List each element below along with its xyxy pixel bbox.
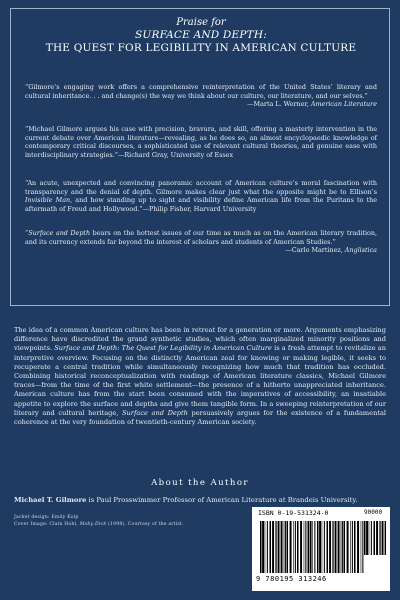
quote-martinez [25,229,377,255]
quote-werner [25,83,377,109]
praise-header [11,16,391,55]
quote-gray [25,125,377,159]
price-addon-label: 90000 [364,509,383,516]
book-description: The idea of a common American culture has been in retreat for a generation or more. Arguments emphasizing difference have discredited the grand synthetic studies, which often marginalized minority positions and viewpoints. Surface and Depth: The Quest for Legibility in American Culture is a fresh attempt to revitalize an interpretive overview. Focusing on the distinctly American zeal for knowing or making legible, it seeks to recuperate a central tradition while simultaneously recognizing how much that tradition has occluded. Combining historical reconceptualization with readings of American literature classics, Michael Gilmore traces—from the time of the first white settlement—the presence of a hitherto unappreciated inheritance. American culture has from the start been consumed with the imperatives of accessibility, an insatiable appetite to explore the surface and depths and give them tangible form. In a sweeping reinterpretation of our literary and cultural heritage, Surface and Depth persuasively argues for the existence of a fundamental coherence at the very foundation of twentieth-century American society. [14,326,387,427]
barcode-box [252,507,390,591]
isbn-label: ISBN 0-19-531324-0 [258,509,329,517]
quote-fisher [25,179,377,213]
praise-box [10,8,390,306]
quote-text: “Michael Gilmore argues his case with precision, bravura, and skill, offering a masterly intervention in the current debate over American literature—revealing, as he does so, an almost encyclopaedic knowledge of contemporary critical discourses, a sophisticated use of relevant cultural theories, and genuine ease with interdisciplinary strategies.”—Richard Gray, University of Essex [25,125,377,159]
quote-text: “Gilmore’s engaging work offers a comprehensive reinterpretation of the United States’ literary and cultural inheritance. . . and change(s) the way we think about our culture, our literature, and our selves.” [25,83,377,100]
ean-barcode [260,521,364,573]
quote-text: “Surface and Depth bears on the hottest issues of our time as much as on the American literary tradition, and its currency extends far beyond the interest of scholars and students of American Studies.” [25,229,377,246]
jacket-design-credit: Jacket design: Emily Kolp [14,515,79,520]
author-bio: Michael T. Gilmore is Paul Prosswimmer Professor of American Literature at Brandeis University. [14,496,358,504]
about-author-heading: About the Author [151,478,249,488]
credits [14,515,254,529]
praise-title-line1: SURFACE AND DEPTH: [135,29,267,41]
praise-title-line2: THE QUEST FOR LEGIBILITY IN AMERICAN CULTURE [45,42,357,54]
praise-label: Praise for [176,17,226,28]
author-name: Michael T. Gilmore [14,496,87,504]
cover-image-credit: Cover Image: Clain Hohl, Moby Dick (1998). Courtesy of the artist. [14,521,184,527]
quote-attribution: —Carlo Martinez, Anglistica [285,246,377,255]
addon-barcode [364,521,386,555]
quote-attribution: —Marta L. Werner, American Literature [247,100,377,109]
ean-number: 9 780195 313246 [256,575,327,583]
quote-text: “An acute, unexpected and convincing panoramic account of American culture’s moral fascination with transparency and the denial of depth. Gilmore makes clear just what the opposite might be to Ellison’s Invisible Man, and how standing up to sight and visibility define American life from the Puritans to the aftermath of Freud and Hollywood.”—Philip Fisher, Harvard University [25,179,377,213]
